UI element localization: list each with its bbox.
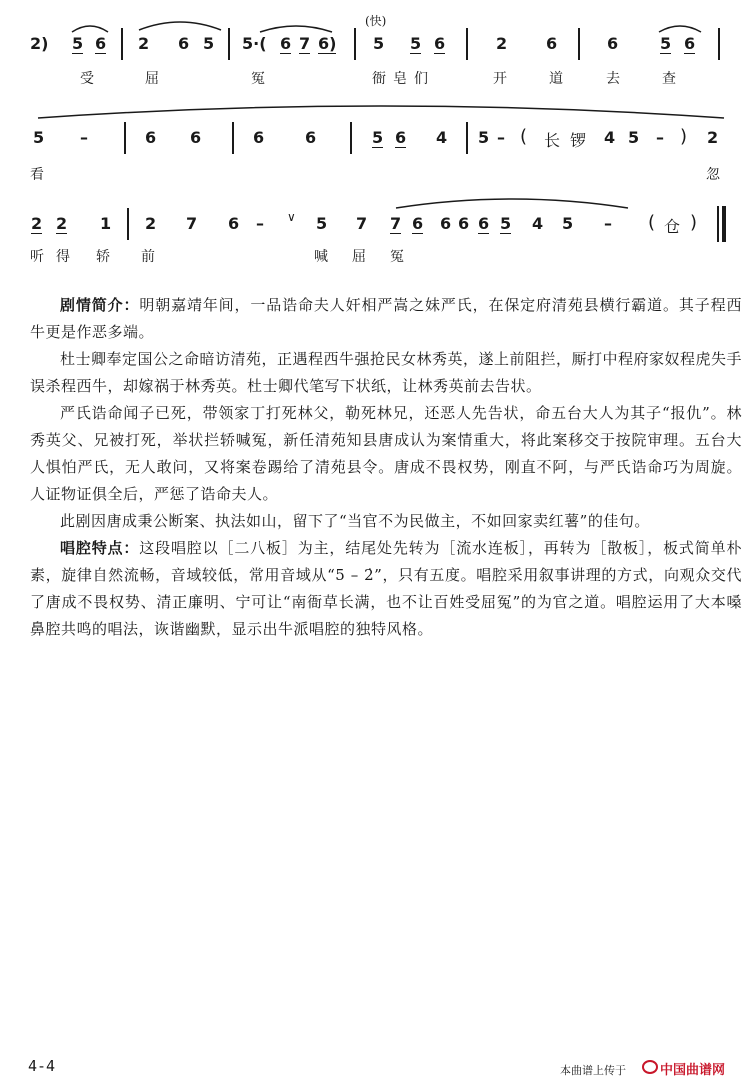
note: 7 bbox=[186, 214, 198, 233]
score-row-3 bbox=[0, 190, 750, 280]
note: 6 bbox=[412, 214, 424, 233]
note: 7 bbox=[390, 214, 402, 233]
slur bbox=[137, 14, 223, 32]
article-body bbox=[30, 292, 742, 643]
barline bbox=[466, 28, 468, 60]
note: 5 bbox=[33, 128, 45, 147]
lyric: 衙 bbox=[372, 71, 386, 87]
note: 4 bbox=[604, 128, 616, 147]
slur bbox=[657, 20, 703, 34]
note: 5 bbox=[562, 214, 574, 233]
note: – bbox=[656, 128, 664, 147]
site-logo[interactable] bbox=[638, 1058, 750, 1078]
logo-text: 中国曲谱网 bbox=[660, 1063, 726, 1078]
note: 6 bbox=[280, 34, 292, 53]
lyric: 看 bbox=[30, 167, 44, 183]
lyric: 查 bbox=[662, 71, 676, 87]
note: 6 bbox=[458, 214, 470, 233]
barline bbox=[354, 28, 356, 60]
barline bbox=[350, 122, 352, 154]
note: 5 bbox=[410, 34, 422, 53]
lyric: 们 bbox=[414, 71, 428, 87]
note: 5 bbox=[203, 34, 215, 53]
note: 2 bbox=[707, 128, 719, 147]
note: 6 bbox=[684, 34, 696, 53]
note: 2 bbox=[138, 34, 150, 53]
note: 2 bbox=[496, 34, 508, 53]
plot-paragraph: 严氏诰命闻子已死，带领家丁打死林父，勒死林兄，还恶人先告状，命五台大人为其子“报仇”。林秀英父、兄被打死，举状拦轿喊冤，新任清苑知县唐成认为案情重大，将此案移交于按院审理。五台大人惧怕严氏，无人敢问，又将案卷踢给了清苑县令。唐成不畏权势，刚直不阿，与严氏诰命巧为周旋。人证物证俱全后，严惩了诰命夫人。 bbox=[30, 404, 742, 503]
note: – bbox=[256, 214, 264, 233]
lyric: 道 bbox=[549, 71, 563, 87]
note: 长 bbox=[544, 131, 561, 150]
note: 6 bbox=[228, 214, 240, 233]
vocal-text: 这段唱腔以［二八板］为主，结尾处先转为［流水连板］，再转为［散板］，板式简单朴素，旋律自然流畅，音域较低，常用音域从“5 – 2̇”，只有五度。唱腔采用叙事讲理的方式，向观众交代了唐成不畏权势、清正廉明、宁可让“南衙草长满，也不让百姓受屈冤”的为官之道。唱腔运用了大本嗓鼻腔共鸣的唱法，诙谐幽默，显示出牛派唱腔的独特风格。 bbox=[30, 539, 742, 638]
note: 6 bbox=[253, 128, 265, 147]
lyric: 听 bbox=[30, 249, 44, 265]
lyric: 皂 bbox=[393, 71, 407, 87]
upload-note: 本曲谱上传于 bbox=[560, 1064, 626, 1077]
note: 5·( bbox=[242, 34, 267, 53]
note: 6 bbox=[395, 128, 407, 147]
slur bbox=[258, 20, 334, 34]
note: 4 bbox=[532, 214, 544, 233]
note: 5 bbox=[373, 34, 385, 53]
barline bbox=[127, 208, 129, 240]
logo-mark-icon bbox=[642, 1060, 658, 1074]
note: 仓 bbox=[664, 217, 681, 236]
plot-paragraph: 杜士卿奉定国公之命暗访清苑，正遇程西牛强抢民女林秀英，遂上前阻拦，厮打中程府家奴程虎失手误杀程西牛，却嫁祸于林秀英。杜士卿代笔写下状纸，让林秀英前去告状。 bbox=[30, 350, 743, 395]
barline bbox=[121, 28, 123, 60]
note: 2 bbox=[145, 214, 157, 233]
lyric: 冤 bbox=[251, 71, 265, 87]
lyric: 开 bbox=[493, 71, 507, 87]
note: 6 bbox=[607, 34, 619, 53]
plot-paragraph bbox=[30, 292, 742, 346]
lyric: 前 bbox=[141, 249, 155, 265]
note: – bbox=[497, 128, 505, 147]
note: – bbox=[604, 214, 612, 233]
slur bbox=[36, 100, 726, 120]
vocal-label: 唱腔特点： bbox=[60, 539, 140, 557]
note: 6 bbox=[145, 128, 157, 147]
note: 6 bbox=[440, 214, 452, 233]
plot-label: 剧情简介： bbox=[60, 296, 140, 314]
final-barline bbox=[717, 206, 719, 242]
note: ( bbox=[520, 126, 528, 147]
note: 6 bbox=[190, 128, 202, 147]
note: 2 bbox=[56, 214, 68, 233]
note: 5 bbox=[500, 214, 512, 233]
note: 5 bbox=[372, 128, 384, 147]
lyric: 轿 bbox=[96, 249, 110, 265]
note: 7 bbox=[299, 34, 311, 53]
barline bbox=[228, 28, 230, 60]
lyric: 屈 bbox=[352, 249, 366, 265]
note: 6 bbox=[434, 34, 446, 53]
note: 5 bbox=[660, 34, 672, 53]
score-row-1 bbox=[0, 0, 750, 100]
barline bbox=[718, 28, 720, 60]
note: 5 bbox=[316, 214, 328, 233]
plot-text: 明朝嘉靖年间，一品诰命夫人奸相严嵩之妹严氏，在保定府清苑县横行霸道。其子程西牛更是作恶多端。 bbox=[30, 296, 742, 341]
note: 2 bbox=[31, 214, 43, 233]
note: ∨ bbox=[287, 210, 296, 224]
note: 6 bbox=[478, 214, 490, 233]
lyric: 受 bbox=[80, 71, 94, 87]
note: 2) bbox=[30, 34, 49, 53]
score-row-2 bbox=[0, 100, 750, 190]
note: ( bbox=[648, 212, 656, 233]
note: 锣 bbox=[570, 131, 587, 150]
plot-paragraph: 此剧因唐成秉公断案、执法如山，留下了“当官不为民做主，不如回家卖红薯”的佳句。 bbox=[60, 512, 650, 530]
note: ) bbox=[680, 126, 688, 147]
lyric: 忽 bbox=[706, 167, 720, 183]
barline bbox=[124, 122, 126, 154]
note: 6 bbox=[178, 34, 190, 53]
lyric: 冤 bbox=[390, 249, 404, 265]
note: 6 bbox=[305, 128, 317, 147]
lyric: 去 bbox=[606, 71, 620, 87]
barline bbox=[232, 122, 234, 154]
lyric: 屈 bbox=[145, 71, 159, 87]
page-number: 4-4 bbox=[28, 1057, 56, 1075]
note: 1 bbox=[100, 214, 112, 233]
note: 5 bbox=[72, 34, 84, 53]
note: 7 bbox=[356, 214, 368, 233]
note: – bbox=[80, 128, 88, 147]
note: 6 bbox=[95, 34, 107, 53]
note: 6) bbox=[318, 34, 337, 53]
lyric: 得 bbox=[56, 249, 70, 265]
note: ) bbox=[690, 212, 698, 233]
lyric: 喊 bbox=[314, 249, 328, 265]
note: 5 bbox=[478, 128, 490, 147]
slur bbox=[70, 20, 110, 34]
note: 6 bbox=[546, 34, 558, 53]
barline bbox=[578, 28, 580, 60]
tempo-mark: (快) bbox=[365, 14, 387, 28]
note: 4 bbox=[436, 128, 448, 147]
final-barline bbox=[722, 206, 726, 242]
barline bbox=[466, 122, 468, 154]
note: 5 bbox=[628, 128, 640, 147]
vocal-paragraph bbox=[30, 535, 742, 643]
slur bbox=[394, 194, 630, 210]
